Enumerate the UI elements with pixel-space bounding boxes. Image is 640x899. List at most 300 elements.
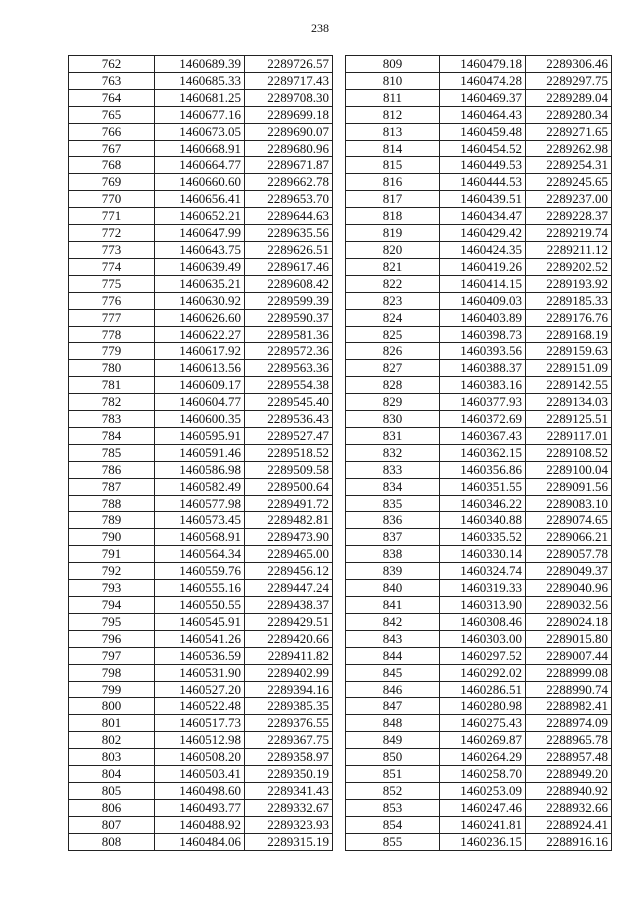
table-row — [346, 546, 612, 563]
point-id-cell: 775 — [69, 275, 155, 292]
y-coordinate-cell: 2288932.66 — [526, 799, 612, 816]
table-row — [69, 546, 333, 563]
y-coordinate-cell: 2289057.78 — [526, 546, 612, 563]
point-id-cell: 836 — [346, 512, 440, 529]
point-id-cell: 807 — [69, 816, 155, 833]
table-row — [69, 529, 333, 546]
x-coordinate-cell: 1460286.51 — [440, 681, 526, 698]
x-coordinate-cell: 1460292.02 — [440, 664, 526, 681]
y-coordinate-cell: 2289545.40 — [245, 394, 333, 411]
point-id-cell: 790 — [69, 529, 155, 546]
point-id-cell: 816 — [346, 174, 440, 191]
table-row — [346, 275, 612, 292]
coordinates-table-left — [68, 55, 333, 851]
y-coordinate-cell: 2288990.74 — [526, 681, 612, 698]
y-coordinate-cell: 2288949.20 — [526, 766, 612, 783]
x-coordinate-cell: 1460630.92 — [155, 292, 245, 309]
y-coordinate-cell: 2289680.96 — [245, 140, 333, 157]
table-row — [69, 140, 333, 157]
x-coordinate-cell: 1460383.16 — [440, 377, 526, 394]
table-row — [69, 597, 333, 614]
table-row — [346, 512, 612, 529]
y-coordinate-cell: 2288982.41 — [526, 698, 612, 715]
y-coordinate-cell: 2289572.36 — [245, 343, 333, 360]
y-coordinate-cell: 2289402.99 — [245, 664, 333, 681]
x-coordinate-cell: 1460484.06 — [155, 833, 245, 850]
x-coordinate-cell: 1460313.90 — [440, 597, 526, 614]
y-coordinate-cell: 2289185.33 — [526, 292, 612, 309]
table-row — [69, 580, 333, 597]
x-coordinate-cell: 1460258.70 — [440, 766, 526, 783]
y-coordinate-cell: 2289262.98 — [526, 140, 612, 157]
point-id-cell: 772 — [69, 225, 155, 242]
table-row — [69, 191, 333, 208]
x-coordinate-cell: 1460595.91 — [155, 427, 245, 444]
y-coordinate-cell: 2289341.43 — [245, 782, 333, 799]
table-row — [346, 529, 612, 546]
point-id-cell: 817 — [346, 191, 440, 208]
y-coordinate-cell: 2289527.47 — [245, 427, 333, 444]
point-id-cell: 787 — [69, 478, 155, 495]
point-id-cell: 795 — [69, 613, 155, 630]
point-id-cell: 849 — [346, 732, 440, 749]
y-coordinate-cell: 2289662.78 — [245, 174, 333, 191]
point-id-cell: 848 — [346, 715, 440, 732]
y-coordinate-cell: 2289590.37 — [245, 309, 333, 326]
point-id-cell: 823 — [346, 292, 440, 309]
y-coordinate-cell: 2289091.56 — [526, 478, 612, 495]
point-id-cell: 851 — [346, 766, 440, 783]
table-row — [69, 292, 333, 309]
table-row — [346, 377, 612, 394]
y-coordinate-cell: 2289420.66 — [245, 630, 333, 647]
y-coordinate-cell: 2289315.19 — [245, 833, 333, 850]
table-row — [69, 512, 333, 529]
y-coordinate-cell: 2289717.43 — [245, 72, 333, 89]
x-coordinate-cell: 1460439.51 — [440, 191, 526, 208]
x-coordinate-cell: 1460335.52 — [440, 529, 526, 546]
table-row — [69, 478, 333, 495]
x-coordinate-cell: 1460493.77 — [155, 799, 245, 816]
y-coordinate-cell: 2289554.38 — [245, 377, 333, 394]
x-coordinate-cell: 1460264.29 — [440, 749, 526, 766]
y-coordinate-cell: 2289237.00 — [526, 191, 612, 208]
table-row — [346, 343, 612, 360]
x-coordinate-cell: 1460568.91 — [155, 529, 245, 546]
point-id-cell: 853 — [346, 799, 440, 816]
point-id-cell: 781 — [69, 377, 155, 394]
x-coordinate-cell: 1460469.37 — [440, 89, 526, 106]
table-row — [69, 123, 333, 140]
y-coordinate-cell: 2289563.36 — [245, 360, 333, 377]
x-coordinate-cell: 1460656.41 — [155, 191, 245, 208]
table-row — [346, 360, 612, 377]
point-id-cell: 809 — [346, 56, 440, 73]
table-row — [346, 563, 612, 580]
point-id-cell: 798 — [69, 664, 155, 681]
x-coordinate-cell: 1460464.43 — [440, 106, 526, 123]
table-row — [69, 394, 333, 411]
y-coordinate-cell: 2289447.24 — [245, 580, 333, 597]
y-coordinate-cell: 2289626.51 — [245, 241, 333, 258]
table-row — [346, 799, 612, 816]
x-coordinate-cell: 1460677.16 — [155, 106, 245, 123]
point-id-cell: 819 — [346, 225, 440, 242]
y-coordinate-cell: 2289007.44 — [526, 647, 612, 664]
table-row — [346, 766, 612, 783]
point-id-cell: 773 — [69, 241, 155, 258]
y-coordinate-cell: 2289125.51 — [526, 411, 612, 428]
x-coordinate-cell: 1460308.46 — [440, 613, 526, 630]
point-id-cell: 778 — [69, 326, 155, 343]
x-coordinate-cell: 1460617.92 — [155, 343, 245, 360]
x-coordinate-cell: 1460541.26 — [155, 630, 245, 647]
point-id-cell: 791 — [69, 546, 155, 563]
table-row — [346, 427, 612, 444]
point-id-cell: 811 — [346, 89, 440, 106]
x-coordinate-cell: 1460647.99 — [155, 225, 245, 242]
x-coordinate-cell: 1460409.03 — [440, 292, 526, 309]
table-row — [69, 715, 333, 732]
table-row — [346, 56, 612, 73]
x-coordinate-cell: 1460508.20 — [155, 749, 245, 766]
y-coordinate-cell: 2289134.03 — [526, 394, 612, 411]
y-coordinate-cell: 2289142.55 — [526, 377, 612, 394]
x-coordinate-cell: 1460613.56 — [155, 360, 245, 377]
table-body — [346, 56, 612, 851]
table-row — [69, 208, 333, 225]
x-coordinate-cell: 1460591.46 — [155, 444, 245, 461]
table-row — [69, 647, 333, 664]
x-coordinate-cell: 1460429.42 — [440, 225, 526, 242]
table-row — [346, 292, 612, 309]
table-row — [346, 698, 612, 715]
table-row — [346, 191, 612, 208]
x-coordinate-cell: 1460512.98 — [155, 732, 245, 749]
point-id-cell: 805 — [69, 782, 155, 799]
point-id-cell: 762 — [69, 56, 155, 73]
point-id-cell: 779 — [69, 343, 155, 360]
point-id-cell: 808 — [69, 833, 155, 850]
y-coordinate-cell: 2288924.41 — [526, 816, 612, 833]
x-coordinate-cell: 1460398.73 — [440, 326, 526, 343]
point-id-cell: 769 — [69, 174, 155, 191]
x-coordinate-cell: 1460319.33 — [440, 580, 526, 597]
y-coordinate-cell: 2289644.63 — [245, 208, 333, 225]
point-id-cell: 829 — [346, 394, 440, 411]
point-id-cell: 822 — [346, 275, 440, 292]
point-id-cell: 826 — [346, 343, 440, 360]
x-coordinate-cell: 1460586.98 — [155, 461, 245, 478]
table-row — [346, 140, 612, 157]
table-row — [69, 833, 333, 850]
point-id-cell: 813 — [346, 123, 440, 140]
table-row — [69, 816, 333, 833]
x-coordinate-cell: 1460241.81 — [440, 816, 526, 833]
table-row — [69, 698, 333, 715]
table-row — [346, 580, 612, 597]
point-id-cell: 776 — [69, 292, 155, 309]
point-id-cell: 802 — [69, 732, 155, 749]
x-coordinate-cell: 1460362.15 — [440, 444, 526, 461]
point-id-cell: 786 — [69, 461, 155, 478]
y-coordinate-cell: 2289671.87 — [245, 157, 333, 174]
table-row — [69, 343, 333, 360]
point-id-cell: 818 — [346, 208, 440, 225]
table-row — [69, 56, 333, 73]
x-coordinate-cell: 1460367.43 — [440, 427, 526, 444]
table-row — [346, 72, 612, 89]
table-row — [69, 782, 333, 799]
point-id-cell: 850 — [346, 749, 440, 766]
table-row — [69, 563, 333, 580]
x-coordinate-cell: 1460479.18 — [440, 56, 526, 73]
y-coordinate-cell: 2289083.10 — [526, 495, 612, 512]
point-id-cell: 806 — [69, 799, 155, 816]
y-coordinate-cell: 2289376.55 — [245, 715, 333, 732]
table-row — [69, 630, 333, 647]
table-row — [346, 394, 612, 411]
table-row — [346, 411, 612, 428]
table-row — [346, 157, 612, 174]
point-id-cell: 793 — [69, 580, 155, 597]
table-row — [346, 495, 612, 512]
point-id-cell: 804 — [69, 766, 155, 783]
y-coordinate-cell: 2289518.52 — [245, 444, 333, 461]
x-coordinate-cell: 1460573.45 — [155, 512, 245, 529]
point-id-cell: 835 — [346, 495, 440, 512]
table-row — [69, 444, 333, 461]
x-coordinate-cell: 1460280.98 — [440, 698, 526, 715]
table-row — [69, 72, 333, 89]
point-id-cell: 771 — [69, 208, 155, 225]
table-row — [69, 461, 333, 478]
point-id-cell: 833 — [346, 461, 440, 478]
point-id-cell: 780 — [69, 360, 155, 377]
y-coordinate-cell: 2289350.19 — [245, 766, 333, 783]
y-coordinate-cell: 2289159.63 — [526, 343, 612, 360]
x-coordinate-cell: 1460503.41 — [155, 766, 245, 783]
x-coordinate-cell: 1460626.60 — [155, 309, 245, 326]
point-id-cell: 785 — [69, 444, 155, 461]
table-row — [69, 495, 333, 512]
y-coordinate-cell: 2289465.00 — [245, 546, 333, 563]
table-row — [69, 360, 333, 377]
x-coordinate-cell: 1460527.20 — [155, 681, 245, 698]
table-row — [346, 647, 612, 664]
y-coordinate-cell: 2289332.67 — [245, 799, 333, 816]
table-row — [346, 106, 612, 123]
y-coordinate-cell: 2289066.21 — [526, 529, 612, 546]
point-id-cell: 788 — [69, 495, 155, 512]
point-id-cell: 777 — [69, 309, 155, 326]
x-coordinate-cell: 1460531.90 — [155, 664, 245, 681]
table-row — [69, 89, 333, 106]
point-id-cell: 765 — [69, 106, 155, 123]
coordinates-table-right — [345, 55, 612, 851]
point-id-cell: 768 — [69, 157, 155, 174]
table-row — [346, 478, 612, 495]
table-body — [69, 56, 333, 851]
y-coordinate-cell: 2289411.82 — [245, 647, 333, 664]
y-coordinate-cell: 2289608.42 — [245, 275, 333, 292]
y-coordinate-cell: 2289271.65 — [526, 123, 612, 140]
x-coordinate-cell: 1460372.69 — [440, 411, 526, 428]
y-coordinate-cell: 2289117.01 — [526, 427, 612, 444]
point-id-cell: 845 — [346, 664, 440, 681]
point-id-cell: 825 — [346, 326, 440, 343]
y-coordinate-cell: 2289228.37 — [526, 208, 612, 225]
x-coordinate-cell: 1460393.56 — [440, 343, 526, 360]
x-coordinate-cell: 1460297.52 — [440, 647, 526, 664]
table-row — [69, 241, 333, 258]
x-coordinate-cell: 1460377.93 — [440, 394, 526, 411]
point-id-cell: 782 — [69, 394, 155, 411]
y-coordinate-cell: 2289635.56 — [245, 225, 333, 242]
y-coordinate-cell: 2289202.52 — [526, 258, 612, 275]
point-id-cell: 847 — [346, 698, 440, 715]
table-row — [346, 732, 612, 749]
point-id-cell: 796 — [69, 630, 155, 647]
table-row — [346, 833, 612, 850]
y-coordinate-cell: 2289108.52 — [526, 444, 612, 461]
x-coordinate-cell: 1460454.52 — [440, 140, 526, 157]
page-number: 238 — [311, 21, 329, 35]
point-id-cell: 803 — [69, 749, 155, 766]
y-coordinate-cell: 2289699.18 — [245, 106, 333, 123]
x-coordinate-cell: 1460419.26 — [440, 258, 526, 275]
x-coordinate-cell: 1460564.34 — [155, 546, 245, 563]
x-coordinate-cell: 1460275.43 — [440, 715, 526, 732]
x-coordinate-cell: 1460545.91 — [155, 613, 245, 630]
x-coordinate-cell: 1460424.35 — [440, 241, 526, 258]
table-row — [346, 258, 612, 275]
point-id-cell: 767 — [69, 140, 155, 157]
x-coordinate-cell: 1460522.48 — [155, 698, 245, 715]
point-id-cell: 814 — [346, 140, 440, 157]
y-coordinate-cell: 2289024.18 — [526, 613, 612, 630]
table-row — [346, 816, 612, 833]
y-coordinate-cell: 2289193.92 — [526, 275, 612, 292]
point-id-cell: 834 — [346, 478, 440, 495]
point-id-cell: 784 — [69, 427, 155, 444]
x-coordinate-cell: 1460356.86 — [440, 461, 526, 478]
point-id-cell: 843 — [346, 630, 440, 647]
y-coordinate-cell: 2288999.08 — [526, 664, 612, 681]
y-coordinate-cell: 2289219.74 — [526, 225, 612, 242]
x-coordinate-cell: 1460340.88 — [440, 512, 526, 529]
x-coordinate-cell: 1460536.59 — [155, 647, 245, 664]
x-coordinate-cell: 1460351.55 — [440, 478, 526, 495]
x-coordinate-cell: 1460517.73 — [155, 715, 245, 732]
y-coordinate-cell: 2289254.31 — [526, 157, 612, 174]
table-row — [346, 241, 612, 258]
y-coordinate-cell: 2289509.58 — [245, 461, 333, 478]
table-row — [346, 461, 612, 478]
x-coordinate-cell: 1460488.92 — [155, 816, 245, 833]
table-row — [69, 258, 333, 275]
table-row — [346, 444, 612, 461]
point-id-cell: 844 — [346, 647, 440, 664]
point-id-cell: 824 — [346, 309, 440, 326]
table-row — [69, 411, 333, 428]
y-coordinate-cell: 2289168.19 — [526, 326, 612, 343]
y-coordinate-cell: 2289456.12 — [245, 563, 333, 580]
point-id-cell: 774 — [69, 258, 155, 275]
table-row — [346, 326, 612, 343]
table-row — [69, 174, 333, 191]
y-coordinate-cell: 2289500.64 — [245, 478, 333, 495]
point-id-cell: 792 — [69, 563, 155, 580]
point-id-cell: 800 — [69, 698, 155, 715]
table-row — [69, 799, 333, 816]
table-row — [346, 123, 612, 140]
point-id-cell: 812 — [346, 106, 440, 123]
point-id-cell: 828 — [346, 377, 440, 394]
point-id-cell: 837 — [346, 529, 440, 546]
y-coordinate-cell: 2289482.81 — [245, 512, 333, 529]
x-coordinate-cell: 1460414.15 — [440, 275, 526, 292]
x-coordinate-cell: 1460643.75 — [155, 241, 245, 258]
x-coordinate-cell: 1460403.89 — [440, 309, 526, 326]
y-coordinate-cell: 2289074.65 — [526, 512, 612, 529]
x-coordinate-cell: 1460555.16 — [155, 580, 245, 597]
point-id-cell: 770 — [69, 191, 155, 208]
x-coordinate-cell: 1460609.17 — [155, 377, 245, 394]
x-coordinate-cell: 1460635.21 — [155, 275, 245, 292]
x-coordinate-cell: 1460685.33 — [155, 72, 245, 89]
table-row — [69, 309, 333, 326]
y-coordinate-cell: 2289289.04 — [526, 89, 612, 106]
x-coordinate-cell: 1460622.27 — [155, 326, 245, 343]
y-coordinate-cell: 2288965.78 — [526, 732, 612, 749]
y-coordinate-cell: 2289491.72 — [245, 495, 333, 512]
x-coordinate-cell: 1460577.98 — [155, 495, 245, 512]
point-id-cell: 794 — [69, 597, 155, 614]
point-id-cell: 839 — [346, 563, 440, 580]
table-row — [346, 309, 612, 326]
x-coordinate-cell: 1460324.74 — [440, 563, 526, 580]
y-coordinate-cell: 2289015.80 — [526, 630, 612, 647]
y-coordinate-cell: 2289323.93 — [245, 816, 333, 833]
table-row — [346, 630, 612, 647]
x-coordinate-cell: 1460673.05 — [155, 123, 245, 140]
y-coordinate-cell: 2289297.75 — [526, 72, 612, 89]
point-id-cell: 852 — [346, 782, 440, 799]
point-id-cell: 820 — [346, 241, 440, 258]
table-row — [346, 208, 612, 225]
y-coordinate-cell: 2289617.46 — [245, 258, 333, 275]
y-coordinate-cell: 2289599.39 — [245, 292, 333, 309]
y-coordinate-cell: 2289049.37 — [526, 563, 612, 580]
point-id-cell: 827 — [346, 360, 440, 377]
y-coordinate-cell: 2289690.07 — [245, 123, 333, 140]
table-row — [346, 225, 612, 242]
y-coordinate-cell: 2288957.48 — [526, 749, 612, 766]
x-coordinate-cell: 1460303.00 — [440, 630, 526, 647]
table-row — [69, 225, 333, 242]
point-id-cell: 763 — [69, 72, 155, 89]
table-row — [69, 427, 333, 444]
table-row — [346, 613, 612, 630]
x-coordinate-cell: 1460474.28 — [440, 72, 526, 89]
x-coordinate-cell: 1460660.60 — [155, 174, 245, 191]
y-coordinate-cell: 2289358.97 — [245, 749, 333, 766]
y-coordinate-cell: 2289040.96 — [526, 580, 612, 597]
point-id-cell: 838 — [346, 546, 440, 563]
y-coordinate-cell: 2289367.75 — [245, 732, 333, 749]
x-coordinate-cell: 1460388.37 — [440, 360, 526, 377]
